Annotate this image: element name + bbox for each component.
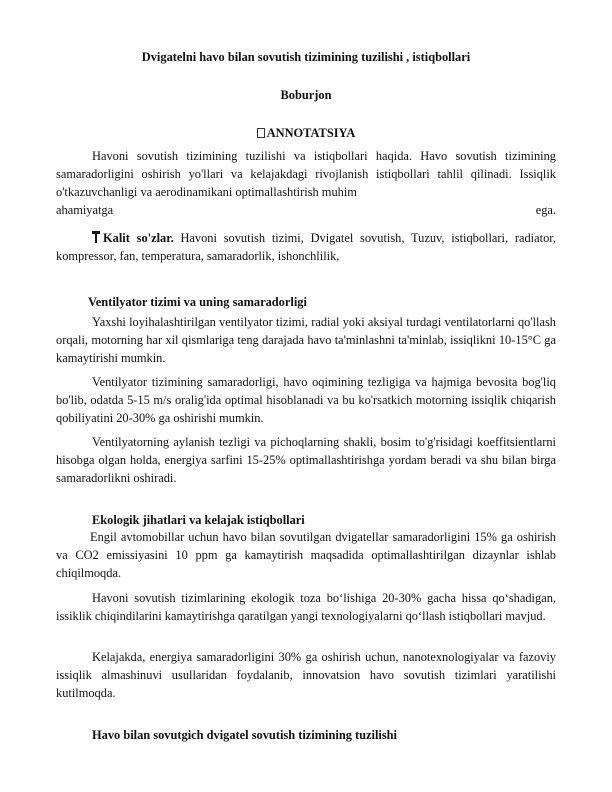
section-heading-structure: Havo bilan sovutgich dvigatel sovutish tizimining tuzilishi [92, 728, 397, 742]
keywords-paragraph [56, 229, 556, 265]
key-icon [92, 231, 100, 243]
annotation-paragraph-end [56, 201, 556, 219]
section-paragraph: Ventilyator tizimining samaradorligi, havo oqimining tezligiga va hajmiga bevosita bog'liq bo'lib, odatda 5-15 m/s oralig'ida optimal hisoblanadi va bu ko'rsatkich motorning issiqlik chiqarish qobiliyatini 20-30% ga oshirishi mumkin. [56, 375, 556, 425]
section-paragraph: Yaxshi loyihalashtirilgan ventilyator tizimi, radial yoki aksiyal turdagi ventilatorlarni qo'llash orqali, motorning har xil qismlariga teng darajada havo ta'minlashni ta'minlab, issiqlikni 10-15°C ga kamaytirishi mumkin. [56, 315, 556, 365]
annotation-heading-text: ANNOTATSIYA [266, 126, 356, 140]
author-name: Boburjon [280, 88, 332, 102]
section-paragraph: Engil avtomobillar uchun havo bilan sovutilgan dvigatellar samaradorligini 15% ga oshirish va CO2 emissiyasini 10 ppm ga kamaytirish maqsadida optimallashtirilgan dizaynlar ishlab chiqilmoqda. [56, 530, 556, 580]
section-paragraph: Kelajakda, energiya samaradorligini 30% ga oshirish uchun, nanotexnologiyalar va fazoviy issiqlik almashinuvi usullaridan foydalanib, innovatsion havo sovutish tizimlari yaratilishi kutilmoqda. [56, 650, 556, 700]
section-paragraph: Havoni sovutish tizimlarining ekologik toza bo‘lishiga 20-30% gacha hissa qo‘shadigan, issiklik chiqindilarini kamaytirishga qaratilgan yangi texnologiyalarni qo‘llash istiqbollari mavjud. [56, 591, 556, 623]
section-heading-ventilator: Ventilyator tizimi va uning samaradorligi [88, 295, 307, 309]
paper-title: Dvigatelni havo bilan sovutish tizimining tuzilishi , istiqbollari [141, 50, 471, 64]
keywords-text: Havoni sovutish tizimi, Dvigatel sovutish, Tuzuv, istiqbollari, radiator, kompressor, fan, temperatura, samaradorlik, ishonchlilik, [56, 231, 556, 263]
annotation-heading [56, 125, 556, 141]
section-heading-ecology: Ekologik jihatlari va kelajak istiqbollari [92, 513, 305, 527]
missing-glyph-icon [257, 128, 265, 138]
keywords-label: Kalit so'zlar. [103, 231, 174, 245]
section-paragraph: Ventilyatorning aylanish tezligi va pichoqlarning shakli, bosim to'g'risidagi koeffitsientlarni hisobga olgan holda, energiya sarfini 15-25% optimallashtirishga yordam beradi va shu bilan birga samaradorlikni oshiradi. [56, 435, 556, 485]
annotation-end-left: ahamiyatga [56, 203, 114, 217]
annotation-end-right: ega. [535, 203, 556, 217]
annotation-paragraph: Havoni sovutish tizimining tuzilishi va istiqbollari haqida. Havo sovutish tizimining samaradorligini oshirish yo'llari va kelajakdagi rivojlanish istiqbollari tahlil qilinadi. Issiqlik o'tkazuvchanligi va aerodinamikani optimallashtirish muhim [56, 149, 556, 199]
